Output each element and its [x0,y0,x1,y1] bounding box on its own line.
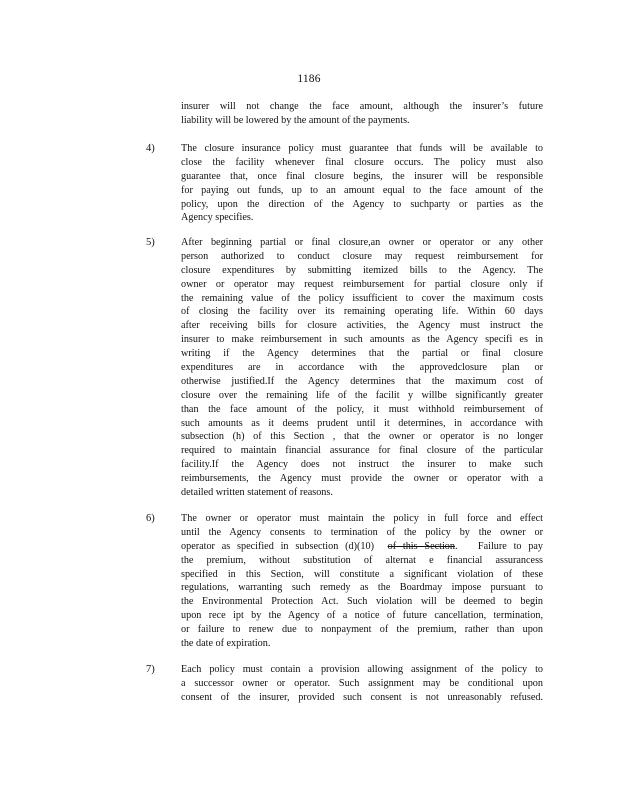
struck-text: of this Section [387,540,455,552]
text-line: The owner or operator must maintain the policy in full force and effect [181,513,543,524]
text-line: specified in this Section, will constitute a significant violation of these [181,568,543,580]
text-line: After beginning partial or final closure,an owner or operator or any other [181,237,543,248]
text-line: after receiving bills for closure activities, the Agency must instruct the [181,320,543,332]
text-line: insurer will not change the face amount, although the insurer’s future [181,101,543,112]
text-line: policy, upon the direction of the Agency to suchparty or parties as the [181,198,543,210]
text-line: person authorized to conduct closure may request reimbursement for [181,250,543,262]
continuation-text [181,100,543,128]
item-text [181,663,543,705]
text-line: of closing the facility over its remaining operating life. Within 60 days [181,306,543,318]
item-number: 7) [146,664,155,675]
text-line: guarantee that, once final closure begins, the insurer will be responsible [181,170,543,182]
item-number: 5) [146,237,155,248]
text-line: insurer to make reimbursement in such amounts as the Agency specifi es in [181,334,543,346]
text-line: for paying out funds, up to an amount equal to the face amount of the [181,184,543,196]
item-text [181,142,543,225]
text-line: until the Agency consents to termination of the policy by the owner or [181,526,543,538]
text-line: liability will be lowered by the amount of the payments. [181,114,410,126]
text-line: than the face amount of the policy, it must withhold reimbursement of [181,403,543,415]
text-segment: operator as specified in subsection (d)(10) [181,540,374,552]
text-line: owner or operator may request reimbursement for partial closure only if [181,278,543,290]
text-line: required to maintain financial assurance for final closure of the particular [181,445,543,457]
text-line: reimbursements, the Agency must provide the owner or operator with a [181,473,543,485]
text-line: the premium, without substitution of alternat e financial assurancess [181,554,543,566]
text-line: closure expenditures by submitting itemized bills to the Agency. The [181,264,543,276]
page-number: 1186 [297,73,321,85]
text-line: regulations, warranting such remedy as the Boardmay impose pursuant to [181,582,543,594]
text-segment: Failure to pay [477,540,543,552]
item-number: 4) [146,143,155,154]
text-line: a successor owner or operator. Such assignment may be conditional upon [181,677,543,689]
text-line: the date of expiration. [181,638,271,650]
text-line: upon rece ipt by the Agency of a notice of future cancellation, termination, [181,610,543,622]
text-line: or failure to renew due to nonpayment of the premium, rather than upon [181,624,543,636]
item-text [181,512,543,651]
text-line: the Environmental Protection Act. Such violation will be deemed to begin [181,596,543,608]
item-number: 6) [146,513,155,524]
text-line: consent of the insurer, provided such consent is not unreasonably refused. [181,691,543,703]
text-line: facility.If the Agency does not instruct the insurer to make such [181,459,543,471]
text-line: detailed written statement of reasons. [181,487,333,499]
text-line: expenditures are in accordance with the approvedclosure plan or [181,362,543,374]
text-line: the remaining value of the policy issufficient to cover the maximum costs [181,292,543,304]
text-line: Agency specifies. [181,212,254,224]
text-line: writing if the Agency determines that the partial or final closure [181,348,543,360]
text-line: close the facility whenever final closure occurs. The policy must also [181,156,543,168]
text-line: closure over the remaining life of the facilit y willbe significantly greater [181,389,543,401]
text-line: such amounts as it deems prudent until it determines, in accordance with [181,417,543,429]
text-line-with-strikethrough: operator as specified in subsection (d)(10) of this Section. Failure to pay [181,540,543,552]
text-line: subsection (h) of this Section , that the owner or operator is no longer [181,431,543,443]
text-line: otherwise justified.If the Agency determines that the maximum cost of [181,375,543,387]
text-line: The closure insurance policy must guarantee that funds will be available to [181,143,543,154]
text-line: Each policy must contain a provision allowing assignment of the policy to [181,664,543,675]
item-text [181,236,543,500]
